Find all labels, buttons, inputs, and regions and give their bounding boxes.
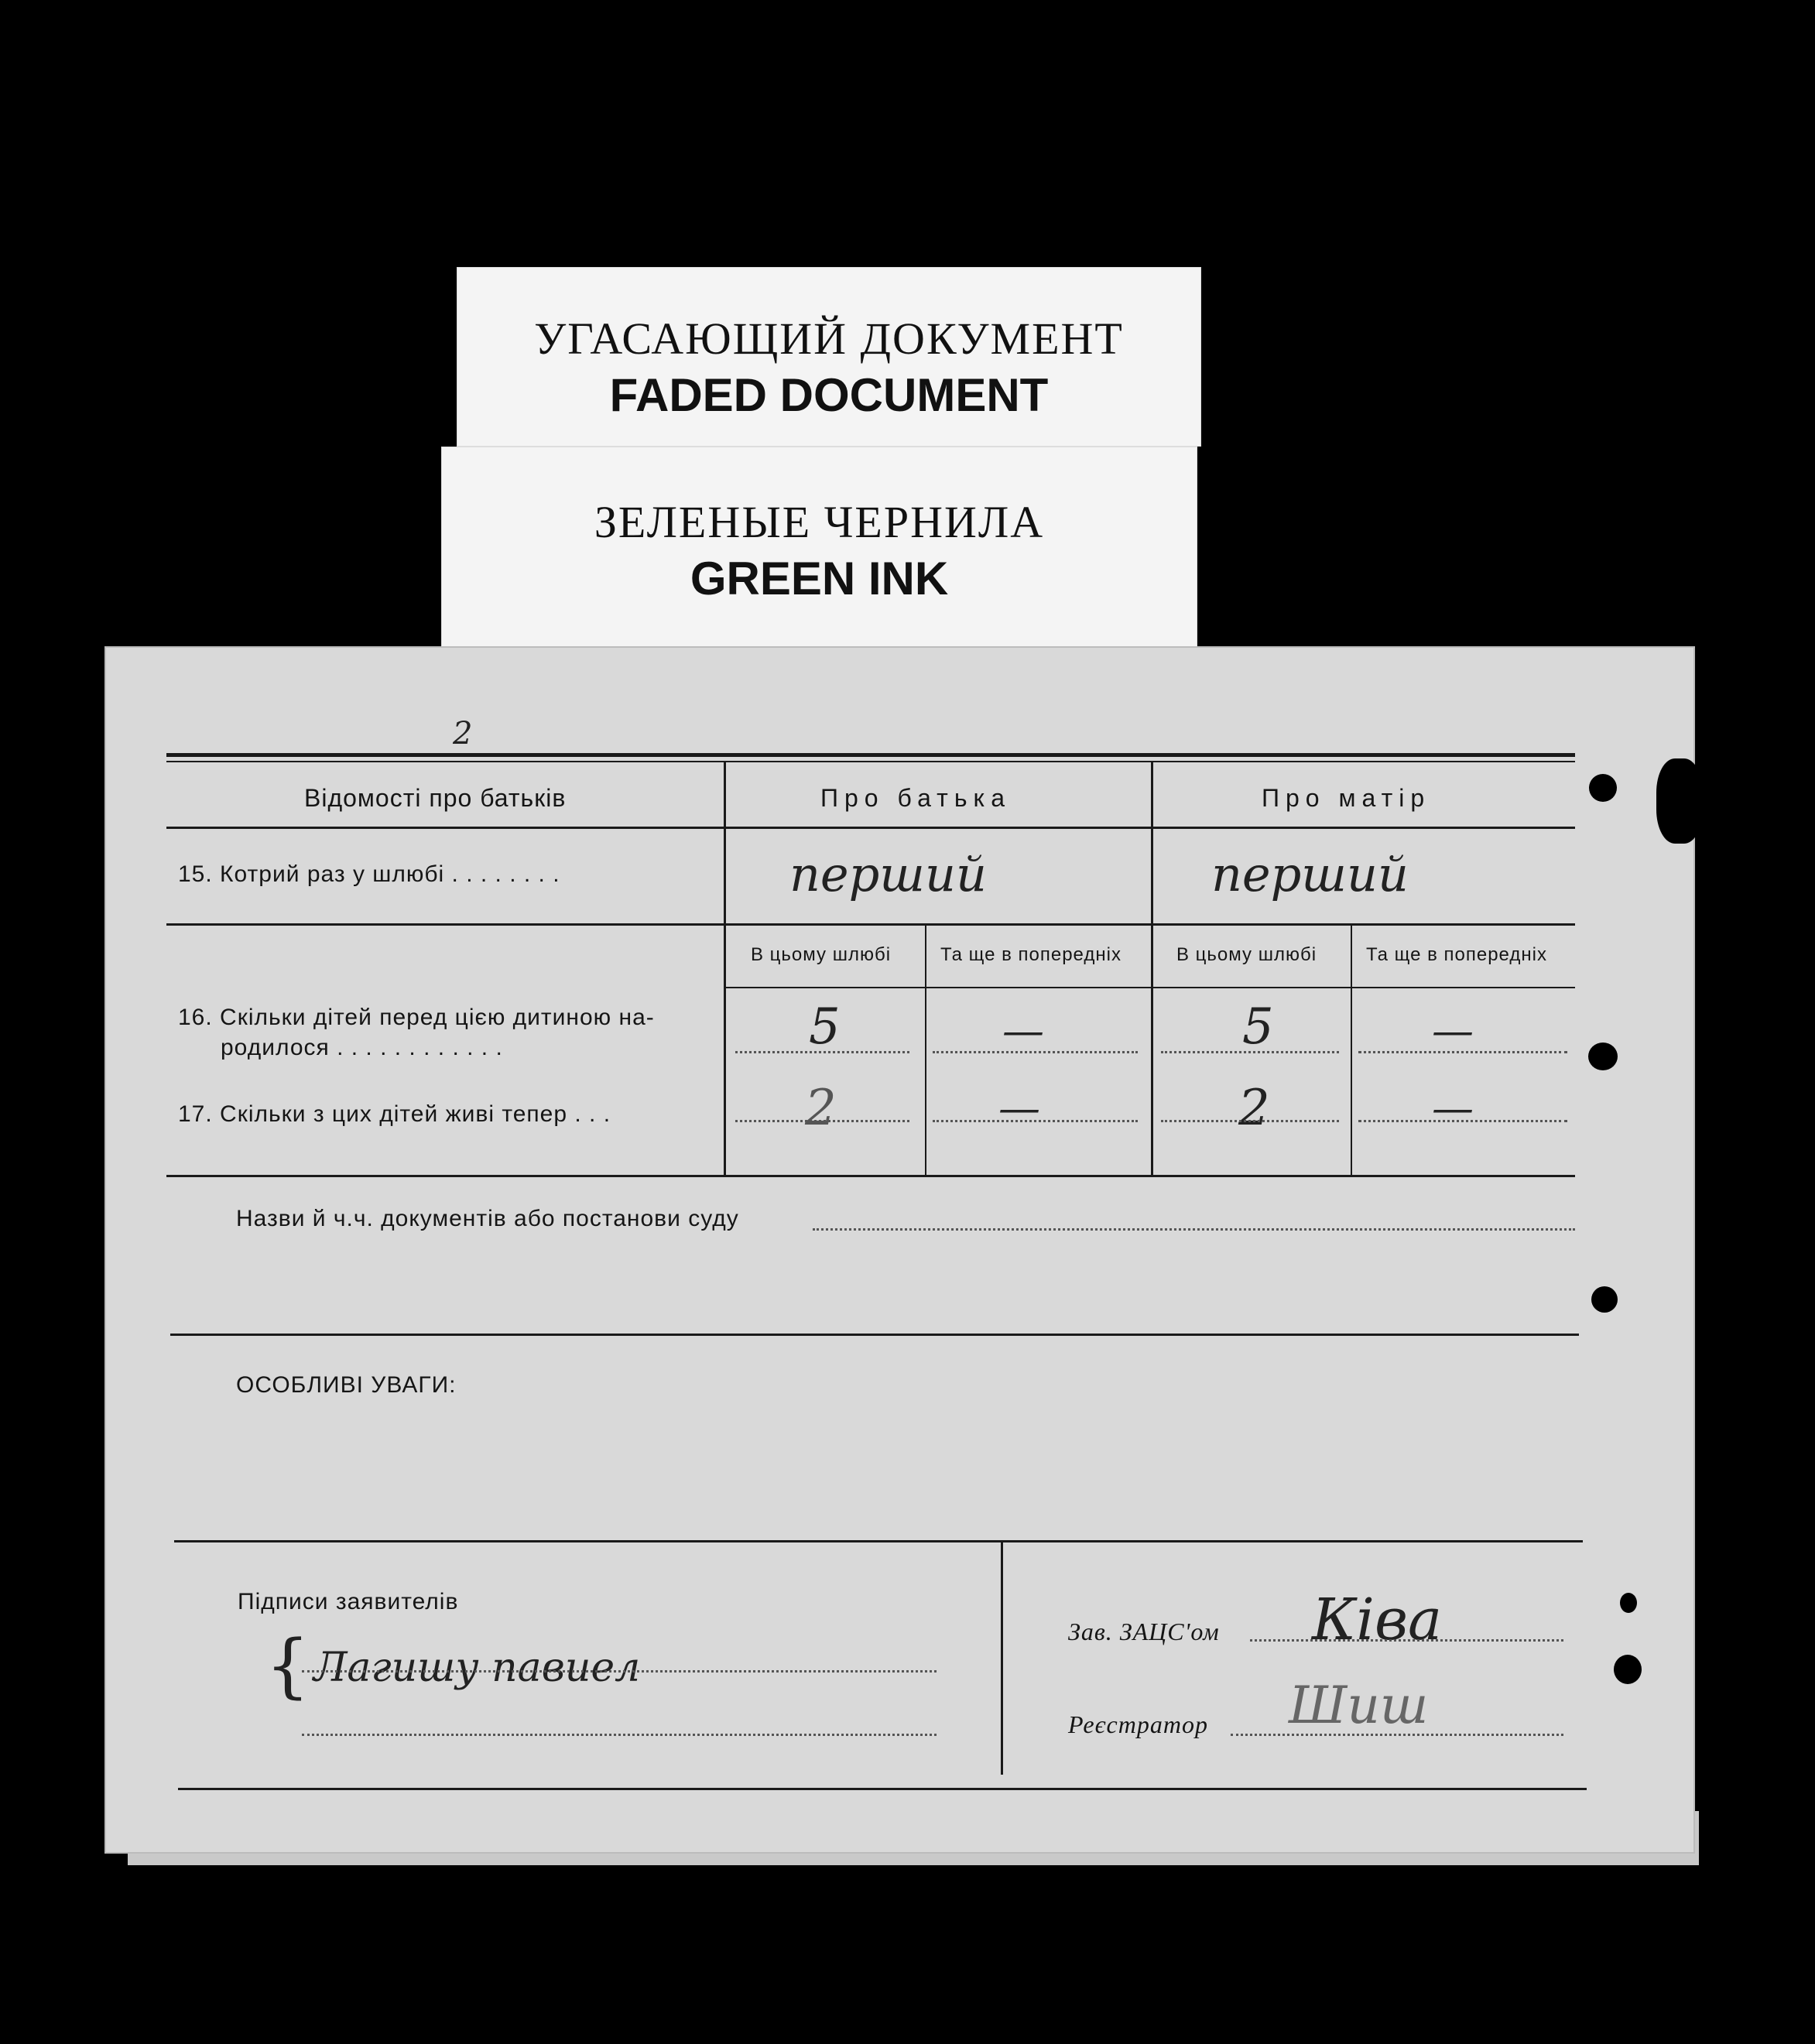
header-mother: Про матір xyxy=(1262,784,1431,812)
punch-hole-1 xyxy=(1589,774,1617,802)
q16-mother-prev-dots xyxy=(1358,1051,1567,1053)
torn-edge-mark xyxy=(1656,758,1703,844)
q16-father-prev-dots xyxy=(933,1051,1138,1053)
head-signature: Ківа xyxy=(1312,1587,1443,1653)
punch-hole-3 xyxy=(1591,1286,1618,1313)
q17-father-this-dots xyxy=(735,1120,909,1122)
q15-father-value: перший xyxy=(789,846,987,902)
faded-document-ru: УГАСАЮЩИЙ ДОКУМЕНТ xyxy=(534,313,1124,364)
header-father: Про батька xyxy=(820,784,1011,812)
q16-mother-this-dots xyxy=(1161,1051,1339,1053)
q17-father-prev-dots xyxy=(933,1120,1138,1122)
top-rule-thin xyxy=(166,761,1575,762)
page-mark: 2 xyxy=(453,716,473,752)
sub-father-previous: Та ще в попередніх xyxy=(940,944,1122,965)
q17-father-this: 2 xyxy=(805,1080,837,1137)
q15-mother-value: перший xyxy=(1211,846,1409,902)
applicants-dots-1 xyxy=(302,1670,937,1673)
special-notes-label: ОСОБЛИВІ УВАГИ: xyxy=(236,1372,457,1398)
q17-mother-this-dots xyxy=(1161,1120,1339,1122)
green-ink-en: GREEN INK xyxy=(690,553,949,604)
q17-mother-this: 2 xyxy=(1238,1080,1270,1137)
divider-father-mother xyxy=(1151,762,1153,1176)
green-ink-ru: ЗЕЛЕНЫЕ ЧЕРНИЛА xyxy=(594,497,1045,547)
q15-label: 15. Котрий раз у шлюбі . . . . . . . . xyxy=(178,861,560,887)
registrar-signature: Шиш xyxy=(1289,1676,1429,1735)
q17-label: 17. Скільки з цих дітей живі тепер . . . xyxy=(178,1101,611,1127)
faded-document-slip xyxy=(457,267,1201,447)
q17-mother-prev: — xyxy=(1432,1084,1474,1132)
green-ink-slip xyxy=(441,447,1197,657)
q16-label-line2: родилося . . . . . . . . . . . . xyxy=(221,1035,503,1060)
divider-father-sub xyxy=(925,925,926,1176)
sub-mother-previous: Та ще в попередніх xyxy=(1366,944,1547,965)
registrar-label: Реєстратор xyxy=(1068,1710,1208,1738)
signatures-divider xyxy=(1001,1542,1003,1775)
q16-mother-prev: — xyxy=(1432,1006,1474,1055)
form-sheet xyxy=(104,646,1695,1854)
documents-rule xyxy=(170,1334,1579,1336)
punch-hole-5 xyxy=(1620,1593,1637,1613)
registrar-dots xyxy=(1231,1734,1563,1736)
notes-rule xyxy=(174,1540,1583,1542)
punch-hole-4 xyxy=(1614,1655,1642,1684)
q16-father-this: 5 xyxy=(809,998,841,1056)
q17-mother-prev-dots xyxy=(1358,1120,1567,1122)
table-bottom-rule xyxy=(166,1175,1575,1177)
applicants-label: Підписи заявителів xyxy=(238,1589,459,1614)
faded-document-en: FADED DOCUMENT xyxy=(609,369,1049,421)
top-rule xyxy=(166,753,1575,757)
header-parents-info: Відомості про батьків xyxy=(304,784,567,812)
documents-label: Назви й ч.ч. документів або постанови суду xyxy=(236,1206,739,1231)
q16-father-prev: — xyxy=(1002,1006,1044,1055)
head-label: Зав. ЗАЦС'ом xyxy=(1068,1618,1220,1645)
q16-father-this-dots xyxy=(735,1051,909,1053)
bottom-rule xyxy=(178,1788,1587,1790)
head-dots xyxy=(1250,1639,1563,1642)
applicants-brace: { xyxy=(265,1625,310,1707)
applicants-dots-2 xyxy=(302,1734,937,1736)
sub-father-this-marriage: В цьому шлюбі xyxy=(751,944,892,965)
subheader-rule xyxy=(724,987,1575,988)
divider-mother-sub xyxy=(1351,925,1352,1176)
q16-mother-this: 5 xyxy=(1242,998,1274,1056)
applicants-signature: Лагишу павиел xyxy=(313,1645,641,1691)
divider-info-father xyxy=(724,762,726,1176)
q15-rule xyxy=(166,923,1575,926)
q17-father-prev: — xyxy=(998,1084,1040,1132)
header-rule xyxy=(166,827,1575,829)
q16-label-line1: 16. Скільки дітей перед цією дитиною на- xyxy=(178,1005,655,1030)
documents-dots xyxy=(813,1228,1575,1231)
sub-mother-this-marriage: В цьому шлюбі xyxy=(1176,944,1317,965)
punch-hole-2 xyxy=(1588,1043,1618,1070)
